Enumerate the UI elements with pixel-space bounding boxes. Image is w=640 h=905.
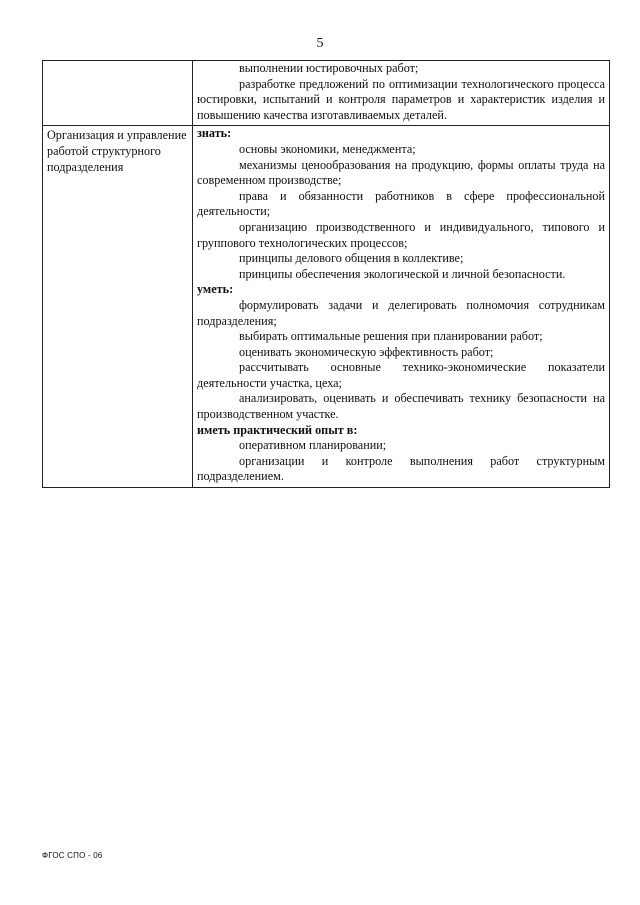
list-item: оперативном планировании; bbox=[239, 438, 387, 453]
list-item: принципы делового общения в коллективе; bbox=[239, 251, 464, 266]
list-item: организацию производственного и индивидуального, типового и группового технологических процессов; bbox=[197, 219, 605, 250]
know-heading: знать: bbox=[197, 126, 232, 141]
list-item: выполнении юстировочных работ; bbox=[239, 61, 419, 75]
list-item: организации и контроле выполнения работ структурным подразделением. bbox=[197, 453, 605, 484]
footer-code: ФГОС СПО - 06 bbox=[42, 851, 103, 860]
skills-heading: уметь: bbox=[197, 282, 234, 297]
row2-right-cell bbox=[193, 126, 610, 488]
list-item: анализировать, оценивать и обеспечивать технику безопасности на производственном участке. bbox=[197, 391, 605, 422]
list-item: оценивать экономическую эффективность работ; bbox=[239, 344, 494, 359]
experience-heading: иметь практический опыт в: bbox=[197, 422, 358, 437]
competency-table bbox=[42, 60, 610, 488]
section-title: Организация и управление работой структурного подразделения bbox=[43, 126, 193, 488]
row1-left-cell bbox=[43, 61, 193, 126]
page-number: 5 bbox=[316, 36, 324, 51]
list-item: права и обязанности работников в сфере профессиональной деятельности; bbox=[197, 188, 605, 219]
table-row bbox=[43, 126, 610, 488]
list-item: механизмы ценообразования на продукцию, формы оплаты труда на современном производстве; bbox=[197, 157, 605, 188]
list-item: выбирать оптимальные решения при планировании работ; bbox=[239, 329, 543, 344]
list-item: рассчитывать основные технико-экономические показатели деятельности участка, цеха; bbox=[197, 360, 605, 390]
list-item: разработке предложений по оптимизации технологического процесса юстировки, испытаний и контроля параметров и характеристик изделия и повышению качества изготавливаемых деталей. bbox=[197, 76, 605, 122]
list-item: формулировать задачи и делегировать полномочия сотрудникам подразделения; bbox=[197, 297, 605, 328]
row1-right-cell bbox=[193, 61, 610, 126]
list-item: принципы обеспечения экологической и личной безопасности. bbox=[239, 266, 566, 281]
list-item: основы экономики, менеджмента; bbox=[239, 141, 416, 156]
table-row bbox=[43, 61, 610, 126]
